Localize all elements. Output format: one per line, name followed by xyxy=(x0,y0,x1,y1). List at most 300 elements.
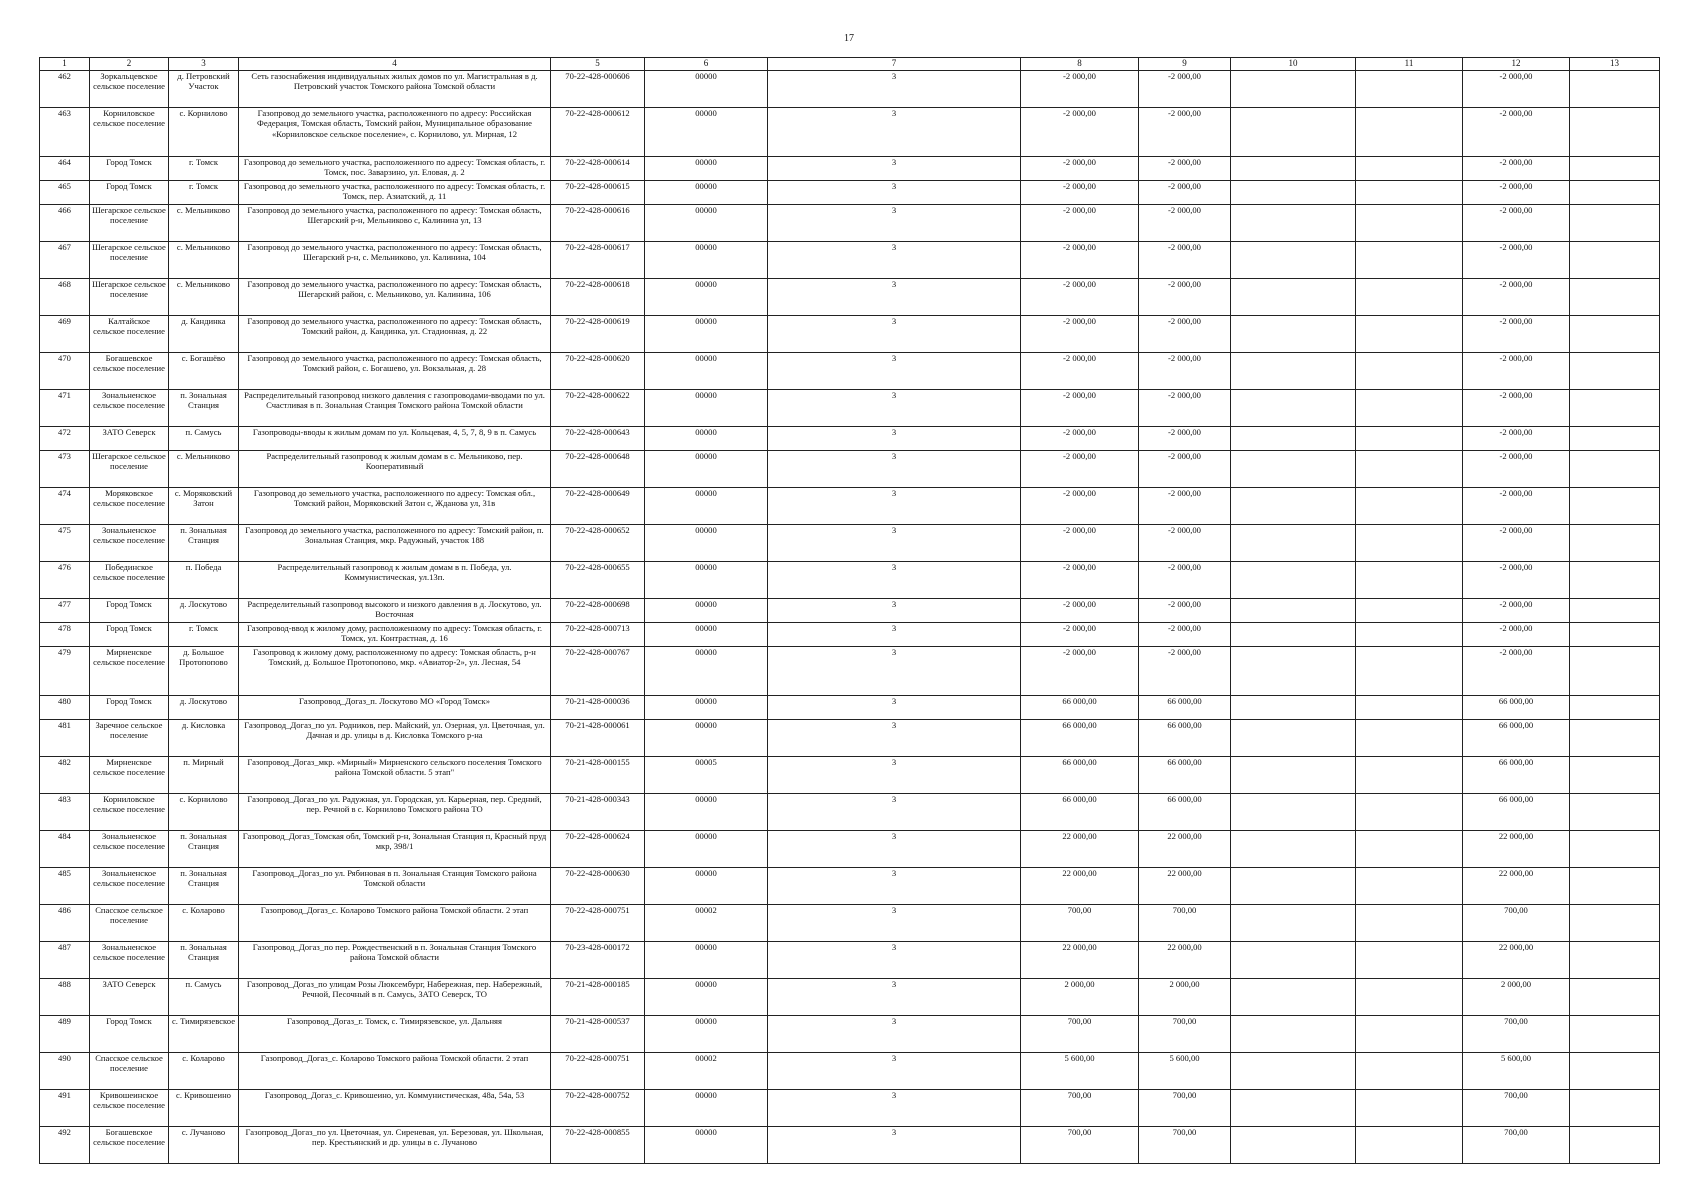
cell-col-8: -2 000,00 xyxy=(1021,390,1139,427)
cell-col-3: с. Мельниково xyxy=(169,242,239,279)
cell-col-11 xyxy=(1356,1090,1463,1127)
cell-col-6: 00000 xyxy=(645,623,768,647)
cell-col-1: 465 xyxy=(40,181,90,205)
cell-col-8: 66 000,00 xyxy=(1021,720,1139,757)
cell-col-3: г. Томск xyxy=(169,623,239,647)
page-number: 17 xyxy=(844,33,854,44)
cell-col-5: 70-22-428-000643 xyxy=(551,427,645,451)
column-header-6: 6 xyxy=(645,58,768,71)
cell-col-1: 472 xyxy=(40,427,90,451)
cell-col-9: -2 000,00 xyxy=(1139,488,1231,525)
cell-col-7: 3 xyxy=(768,353,1021,390)
cell-col-9: 66 000,00 xyxy=(1139,757,1231,794)
cell-col-3: с. Корнилово xyxy=(169,794,239,831)
cell-col-8: -2 000,00 xyxy=(1021,71,1139,108)
cell-col-4: Газопровод_Догаз_г. Томск, с. Тимирязевское, ул. Дальняя xyxy=(239,1016,551,1053)
header-row xyxy=(40,58,1660,71)
cell-col-13 xyxy=(1570,868,1660,905)
cell-col-4: Газопровод_Догаз_мкр. «Мирный» Мирненского сельского поселения Томского района Томской области. 5 этап" xyxy=(239,757,551,794)
cell-col-8: -2 000,00 xyxy=(1021,316,1139,353)
cell-col-3: г. Томск xyxy=(169,157,239,181)
cell-col-5: 70-22-428-000751 xyxy=(551,1053,645,1090)
cell-col-13 xyxy=(1570,942,1660,979)
cell-col-12: -2 000,00 xyxy=(1463,623,1570,647)
cell-col-10 xyxy=(1231,1016,1356,1053)
table-row xyxy=(40,1053,1660,1090)
cell-col-3: с. Тимирязевское xyxy=(169,1016,239,1053)
cell-col-13 xyxy=(1570,757,1660,794)
cell-col-8: 700,00 xyxy=(1021,1127,1139,1164)
cell-col-5: 70-22-428-000624 xyxy=(551,831,645,868)
cell-col-4: Распределительный газопровод высокого и низкого давления в д. Лоскутово, ул. Восточная xyxy=(239,599,551,623)
cell-col-12: 700,00 xyxy=(1463,1127,1570,1164)
cell-col-12: 22 000,00 xyxy=(1463,831,1570,868)
cell-col-10 xyxy=(1231,108,1356,157)
cell-col-8: 700,00 xyxy=(1021,1090,1139,1127)
cell-col-10 xyxy=(1231,451,1356,488)
cell-col-11 xyxy=(1356,562,1463,599)
cell-col-10 xyxy=(1231,647,1356,696)
cell-col-4: Газопровод до земельного участка, расположенного по адресу: Томская область, Томский район, д. Кандинка, ул. Стадионная, д. 22 xyxy=(239,316,551,353)
cell-col-9: -2 000,00 xyxy=(1139,427,1231,451)
cell-col-4: Газопровод_Догаз_Томская обл, Томский р-н, Зональная Станция п, Красный пруд мкр, 398/1 xyxy=(239,831,551,868)
cell-col-7: 3 xyxy=(768,1016,1021,1053)
cell-col-11 xyxy=(1356,942,1463,979)
cell-col-2: Шегарское сельское поселение xyxy=(90,451,169,488)
cell-col-1: 485 xyxy=(40,868,90,905)
cell-col-5: 70-22-428-000618 xyxy=(551,279,645,316)
table-row xyxy=(40,427,1660,451)
cell-col-9: -2 000,00 xyxy=(1139,71,1231,108)
cell-col-5: 70-22-428-000698 xyxy=(551,599,645,623)
cell-col-1: 462 xyxy=(40,71,90,108)
cell-col-12: 2 000,00 xyxy=(1463,979,1570,1016)
cell-col-7: 3 xyxy=(768,205,1021,242)
cell-col-3: д. Лоскутово xyxy=(169,599,239,623)
table-row xyxy=(40,720,1660,757)
cell-col-3: с. Коларово xyxy=(169,905,239,942)
cell-col-7: 3 xyxy=(768,905,1021,942)
cell-col-6: 00005 xyxy=(645,757,768,794)
table-row xyxy=(40,390,1660,427)
cell-col-6: 00000 xyxy=(645,451,768,488)
cell-col-7: 3 xyxy=(768,599,1021,623)
cell-col-1: 492 xyxy=(40,1127,90,1164)
cell-col-10 xyxy=(1231,942,1356,979)
cell-col-13 xyxy=(1570,1016,1660,1053)
cell-col-9: -2 000,00 xyxy=(1139,451,1231,488)
cell-col-13 xyxy=(1570,1053,1660,1090)
cell-col-10 xyxy=(1231,390,1356,427)
table-row xyxy=(40,353,1660,390)
cell-col-11 xyxy=(1356,108,1463,157)
cell-col-12: 5 600,00 xyxy=(1463,1053,1570,1090)
table-row xyxy=(40,757,1660,794)
cell-col-10 xyxy=(1231,599,1356,623)
cell-col-12: 700,00 xyxy=(1463,1016,1570,1053)
cell-col-5: 70-22-428-000751 xyxy=(551,905,645,942)
cell-col-10 xyxy=(1231,242,1356,279)
cell-col-7: 3 xyxy=(768,181,1021,205)
cell-col-10 xyxy=(1231,562,1356,599)
cell-col-6: 00000 xyxy=(645,353,768,390)
cell-col-2: Мирненское сельское поселение xyxy=(90,647,169,696)
cell-col-3: д. Кандинка xyxy=(169,316,239,353)
cell-col-13 xyxy=(1570,181,1660,205)
cell-col-11 xyxy=(1356,647,1463,696)
cell-col-4: Газопровод до земельного участка, расположенного по адресу: Российская Федерация, Томская область, Томский район, Муниципальное образование «Корниловское сельское поселение», с. Корнилово, ул. Мирная, 12 xyxy=(239,108,551,157)
cell-col-7: 3 xyxy=(768,427,1021,451)
cell-col-13 xyxy=(1570,979,1660,1016)
table-row xyxy=(40,157,1660,181)
cell-col-3: с. Корнилово xyxy=(169,108,239,157)
cell-col-7: 3 xyxy=(768,1053,1021,1090)
table-row xyxy=(40,279,1660,316)
cell-col-13 xyxy=(1570,205,1660,242)
cell-col-13 xyxy=(1570,71,1660,108)
table-row xyxy=(40,647,1660,696)
cell-col-4: Распределительный газопровод к жилым домам в п. Победа, ул. Коммунистическая, ул.13п. xyxy=(239,562,551,599)
cell-col-1: 473 xyxy=(40,451,90,488)
cell-col-12: -2 000,00 xyxy=(1463,427,1570,451)
cell-col-2: Богашевское сельское поселение xyxy=(90,353,169,390)
cell-col-10 xyxy=(1231,720,1356,757)
cell-col-6: 00000 xyxy=(645,1127,768,1164)
cell-col-3: с. Богашёво xyxy=(169,353,239,390)
cell-col-3: с. Мельниково xyxy=(169,279,239,316)
table-row xyxy=(40,1127,1660,1164)
cell-col-10 xyxy=(1231,488,1356,525)
cell-col-12: -2 000,00 xyxy=(1463,242,1570,279)
cell-col-1: 464 xyxy=(40,157,90,181)
cell-col-12: -2 000,00 xyxy=(1463,562,1570,599)
cell-col-2: Зональненское сельское поселение xyxy=(90,525,169,562)
cell-col-6: 00000 xyxy=(645,108,768,157)
table-row xyxy=(40,1016,1660,1053)
cell-col-8: -2 000,00 xyxy=(1021,353,1139,390)
cell-col-7: 3 xyxy=(768,279,1021,316)
cell-col-1: 474 xyxy=(40,488,90,525)
cell-col-4: Газопроводы-вводы к жилым домам по ул. Кольцевая, 4, 5, 7, 8, 9 в п. Самусь xyxy=(239,427,551,451)
cell-col-8: -2 000,00 xyxy=(1021,599,1139,623)
cell-col-6: 00000 xyxy=(645,794,768,831)
cell-col-13 xyxy=(1570,599,1660,623)
cell-col-3: д. Петровский Участок xyxy=(169,71,239,108)
table-row xyxy=(40,942,1660,979)
cell-col-12: 22 000,00 xyxy=(1463,868,1570,905)
cell-col-13 xyxy=(1570,427,1660,451)
cell-col-9: 22 000,00 xyxy=(1139,831,1231,868)
cell-col-8: 700,00 xyxy=(1021,1016,1139,1053)
cell-col-12: -2 000,00 xyxy=(1463,525,1570,562)
cell-col-6: 00000 xyxy=(645,942,768,979)
cell-col-13 xyxy=(1570,108,1660,157)
cell-col-2: ЗАТО Северск xyxy=(90,979,169,1016)
table-row xyxy=(40,525,1660,562)
column-header-4: 4 xyxy=(239,58,551,71)
table-row xyxy=(40,979,1660,1016)
cell-col-8: 2 000,00 xyxy=(1021,979,1139,1016)
cell-col-7: 3 xyxy=(768,157,1021,181)
column-header-13: 13 xyxy=(1570,58,1660,71)
column-header-3: 3 xyxy=(169,58,239,71)
cell-col-4: Газопровод_Догаз_с. Коларово Томского района Томской области. 2 этап xyxy=(239,905,551,942)
cell-col-9: 5 600,00 xyxy=(1139,1053,1231,1090)
cell-col-10 xyxy=(1231,1127,1356,1164)
cell-col-3: п. Самусь xyxy=(169,979,239,1016)
cell-col-9: 66 000,00 xyxy=(1139,696,1231,720)
cell-col-13 xyxy=(1570,316,1660,353)
table-header xyxy=(40,58,1660,71)
cell-col-13 xyxy=(1570,488,1660,525)
cell-col-6: 00000 xyxy=(645,71,768,108)
cell-col-8: 22 000,00 xyxy=(1021,868,1139,905)
cell-col-3: с. Мельниково xyxy=(169,451,239,488)
cell-col-10 xyxy=(1231,181,1356,205)
cell-col-3: п. Зональная Станция xyxy=(169,831,239,868)
cell-col-5: 70-22-428-000620 xyxy=(551,353,645,390)
cell-col-13 xyxy=(1570,451,1660,488)
cell-col-7: 3 xyxy=(768,942,1021,979)
cell-col-9: -2 000,00 xyxy=(1139,181,1231,205)
cell-col-1: 470 xyxy=(40,353,90,390)
cell-col-9: -2 000,00 xyxy=(1139,353,1231,390)
cell-col-3: п. Самусь xyxy=(169,427,239,451)
cell-col-5: 70-22-428-000649 xyxy=(551,488,645,525)
cell-col-8: -2 000,00 xyxy=(1021,427,1139,451)
column-header-9: 9 xyxy=(1139,58,1231,71)
cell-col-5: 70-22-428-000752 xyxy=(551,1090,645,1127)
cell-col-4: Газопровод до земельного участка, расположенного по адресу: Томская область, Шегарский р-н, с. Мельниково, ул. Калинина, 104 xyxy=(239,242,551,279)
cell-col-2: Калтайское сельское поселение xyxy=(90,316,169,353)
cell-col-1: 466 xyxy=(40,205,90,242)
cell-col-13 xyxy=(1570,623,1660,647)
cell-col-11 xyxy=(1356,720,1463,757)
cell-col-13 xyxy=(1570,242,1660,279)
cell-col-5: 70-22-428-000622 xyxy=(551,390,645,427)
cell-col-2: Город Томск xyxy=(90,623,169,647)
cell-col-2: Корниловское сельское поселение xyxy=(90,108,169,157)
cell-col-12: 22 000,00 xyxy=(1463,942,1570,979)
cell-col-1: 471 xyxy=(40,390,90,427)
cell-col-1: 463 xyxy=(40,108,90,157)
table-row xyxy=(40,831,1660,868)
cell-col-9: -2 000,00 xyxy=(1139,525,1231,562)
cell-col-12: 66 000,00 xyxy=(1463,794,1570,831)
cell-col-11 xyxy=(1356,979,1463,1016)
column-header-5: 5 xyxy=(551,58,645,71)
cell-col-5: 70-23-428-000172 xyxy=(551,942,645,979)
cell-col-9: 700,00 xyxy=(1139,905,1231,942)
cell-col-9: 66 000,00 xyxy=(1139,794,1231,831)
cell-col-8: -2 000,00 xyxy=(1021,647,1139,696)
cell-col-7: 3 xyxy=(768,979,1021,1016)
cell-col-2: Зоркальцевское сельское поселение xyxy=(90,71,169,108)
cell-col-9: 22 000,00 xyxy=(1139,868,1231,905)
cell-col-13 xyxy=(1570,831,1660,868)
cell-col-4: Газопровод_Догаз_по ул. Родников, пер. Майский, ул. Озерная, ул. Цветочная, ул. Дачная и др. улицы в д. Кисловка Томского р-на xyxy=(239,720,551,757)
cell-col-13 xyxy=(1570,905,1660,942)
cell-col-9: 2 000,00 xyxy=(1139,979,1231,1016)
cell-col-3: д. Большое Протопопово xyxy=(169,647,239,696)
cell-col-11 xyxy=(1356,427,1463,451)
cell-col-2: Зональненское сельское поселение xyxy=(90,942,169,979)
cell-col-3: с. Моряковский Затон xyxy=(169,488,239,525)
cell-col-10 xyxy=(1231,427,1356,451)
cell-col-13 xyxy=(1570,562,1660,599)
cell-col-11 xyxy=(1356,525,1463,562)
cell-col-9: -2 000,00 xyxy=(1139,623,1231,647)
cell-col-3: п. Зональная Станция xyxy=(169,868,239,905)
cell-col-12: -2 000,00 xyxy=(1463,71,1570,108)
cell-col-8: 22 000,00 xyxy=(1021,942,1139,979)
table-row xyxy=(40,623,1660,647)
cell-col-1: 475 xyxy=(40,525,90,562)
cell-col-9: -2 000,00 xyxy=(1139,157,1231,181)
cell-col-2: Город Томск xyxy=(90,599,169,623)
cell-col-6: 00000 xyxy=(645,316,768,353)
cell-col-11 xyxy=(1356,1016,1463,1053)
cell-col-11 xyxy=(1356,157,1463,181)
table-row xyxy=(40,181,1660,205)
cell-col-11 xyxy=(1356,794,1463,831)
cell-col-4: Газопровод к жилому дому, расположенному по адресу: Томская область, р-н Томский, д. Большое Протопопово, мкр. «Авиатор-2», ул. Лесная, 54 xyxy=(239,647,551,696)
cell-col-11 xyxy=(1356,451,1463,488)
cell-col-8: -2 000,00 xyxy=(1021,181,1139,205)
cell-col-9: -2 000,00 xyxy=(1139,108,1231,157)
cell-col-1: 490 xyxy=(40,1053,90,1090)
cell-col-8: 5 600,00 xyxy=(1021,1053,1139,1090)
cell-col-11 xyxy=(1356,488,1463,525)
cell-col-2: Зональненское сельское поселение xyxy=(90,868,169,905)
cell-col-12: -2 000,00 xyxy=(1463,353,1570,390)
cell-col-9: -2 000,00 xyxy=(1139,242,1231,279)
cell-col-11 xyxy=(1356,905,1463,942)
cell-col-4: Газопровод-ввод к жилому дому, расположенному по адресу: Томская область, г. Томск, ул. Контрастная, д. 16 xyxy=(239,623,551,647)
cell-col-5: 70-21-428-000343 xyxy=(551,794,645,831)
cell-col-5: 70-22-428-000652 xyxy=(551,525,645,562)
table-row xyxy=(40,905,1660,942)
cell-col-6: 00000 xyxy=(645,831,768,868)
cell-col-4: Газопровод_Догаз_п. Лоскутово МО «Город Томск» xyxy=(239,696,551,720)
cell-col-6: 00000 xyxy=(645,205,768,242)
cell-col-7: 3 xyxy=(768,647,1021,696)
cell-col-9: 700,00 xyxy=(1139,1127,1231,1164)
cell-col-2: Моряковское сельское поселение xyxy=(90,488,169,525)
cell-col-5: 70-21-428-000155 xyxy=(551,757,645,794)
cell-col-2: Шегарское сельское поселение xyxy=(90,242,169,279)
cell-col-1: 480 xyxy=(40,696,90,720)
cell-col-6: 00000 xyxy=(645,696,768,720)
column-header-12: 12 xyxy=(1463,58,1570,71)
cell-col-5: 70-22-428-000614 xyxy=(551,157,645,181)
cell-col-13 xyxy=(1570,353,1660,390)
cell-col-11 xyxy=(1356,390,1463,427)
cell-col-3: г. Томск xyxy=(169,181,239,205)
cell-col-12: 700,00 xyxy=(1463,1090,1570,1127)
cell-col-11 xyxy=(1356,1127,1463,1164)
cell-col-9: -2 000,00 xyxy=(1139,279,1231,316)
cell-col-3: п. Зональная Станция xyxy=(169,390,239,427)
table-row xyxy=(40,696,1660,720)
cell-col-11 xyxy=(1356,353,1463,390)
cell-col-9: 700,00 xyxy=(1139,1090,1231,1127)
cell-col-2: Город Томск xyxy=(90,157,169,181)
table-row xyxy=(40,794,1660,831)
cell-col-6: 00000 xyxy=(645,979,768,1016)
cell-col-11 xyxy=(1356,868,1463,905)
cell-col-5: 70-22-428-000713 xyxy=(551,623,645,647)
cell-col-10 xyxy=(1231,1090,1356,1127)
cell-col-1: 484 xyxy=(40,831,90,868)
cell-col-9: 66 000,00 xyxy=(1139,720,1231,757)
cell-col-1: 491 xyxy=(40,1090,90,1127)
cell-col-5: 70-22-428-000616 xyxy=(551,205,645,242)
cell-col-7: 3 xyxy=(768,316,1021,353)
column-header-2: 2 xyxy=(90,58,169,71)
cell-col-3: п. Зональная Станция xyxy=(169,525,239,562)
cell-col-13 xyxy=(1570,279,1660,316)
cell-col-10 xyxy=(1231,696,1356,720)
cell-col-11 xyxy=(1356,623,1463,647)
table-row xyxy=(40,71,1660,108)
cell-col-9: -2 000,00 xyxy=(1139,205,1231,242)
column-header-1: 1 xyxy=(40,58,90,71)
cell-col-1: 469 xyxy=(40,316,90,353)
cell-col-8: -2 000,00 xyxy=(1021,562,1139,599)
cell-col-12: -2 000,00 xyxy=(1463,157,1570,181)
cell-col-11 xyxy=(1356,181,1463,205)
cell-col-1: 483 xyxy=(40,794,90,831)
cell-col-9: 22 000,00 xyxy=(1139,942,1231,979)
cell-col-5: 70-22-428-000617 xyxy=(551,242,645,279)
cell-col-12: 66 000,00 xyxy=(1463,757,1570,794)
cell-col-5: 70-21-428-000061 xyxy=(551,720,645,757)
cell-col-4: Газопровод_Догаз_с. Коларово Томского района Томской области. 2 этап xyxy=(239,1053,551,1090)
table-row xyxy=(40,205,1660,242)
cell-col-1: 488 xyxy=(40,979,90,1016)
cell-col-4: Газопровод до земельного участка, расположенного по адресу: Томский район, п. Зональная Станция, мкр. Радужный, участок 188 xyxy=(239,525,551,562)
cell-col-11 xyxy=(1356,279,1463,316)
cell-col-10 xyxy=(1231,316,1356,353)
table-row xyxy=(40,488,1660,525)
cell-col-10 xyxy=(1231,353,1356,390)
cell-col-11 xyxy=(1356,1053,1463,1090)
cell-col-6: 00000 xyxy=(645,720,768,757)
cell-col-4: Газопровод до земельного участка, расположенного по адресу: Томская обл., Томский район, Моряковский Затон с, Жданова ул, 31в xyxy=(239,488,551,525)
cell-col-1: 482 xyxy=(40,757,90,794)
cell-col-7: 3 xyxy=(768,451,1021,488)
cell-col-6: 00000 xyxy=(645,1016,768,1053)
cell-col-4: Газопровод до земельного участка, расположенного по адресу: Томская область, Шегарский район, с. Мельниково, ул. Калинина, 106 xyxy=(239,279,551,316)
cell-col-6: 00000 xyxy=(645,647,768,696)
cell-col-7: 3 xyxy=(768,868,1021,905)
cell-col-12: -2 000,00 xyxy=(1463,390,1570,427)
cell-col-10 xyxy=(1231,794,1356,831)
cell-col-8: 66 000,00 xyxy=(1021,696,1139,720)
cell-col-11 xyxy=(1356,205,1463,242)
cell-col-1: 489 xyxy=(40,1016,90,1053)
cell-col-11 xyxy=(1356,71,1463,108)
cell-col-2: ЗАТО Северск xyxy=(90,427,169,451)
table-row xyxy=(40,451,1660,488)
cell-col-11 xyxy=(1356,242,1463,279)
cell-col-3: с. Кривошеино xyxy=(169,1090,239,1127)
cell-col-7: 3 xyxy=(768,831,1021,868)
column-header-8: 8 xyxy=(1021,58,1139,71)
cell-col-3: д. Кисловка xyxy=(169,720,239,757)
cell-col-2: Шегарское сельское поселение xyxy=(90,205,169,242)
